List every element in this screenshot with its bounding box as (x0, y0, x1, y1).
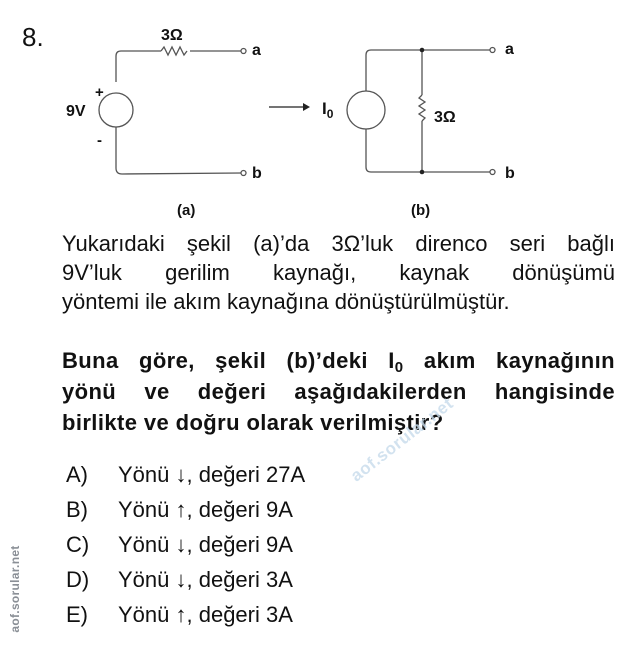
caption-b: (b) (411, 202, 431, 219)
option-b[interactable] (66, 492, 305, 527)
option-text: Yönü ↑, değeri 3A (118, 601, 293, 627)
terminal-a-b-label: a (505, 41, 514, 58)
option-e[interactable] (66, 597, 305, 632)
caption-a: (a) (177, 202, 196, 219)
junction-dot-top (420, 48, 425, 53)
diagonal-watermark: aof.sorular.net (347, 393, 457, 486)
prompt-line: Buna göre, şekil (b)’deki $I_0$ akım kaynağının (62, 348, 615, 376)
option-d[interactable] (66, 562, 305, 597)
minus-label: - (97, 132, 102, 149)
side-watermark: aof.sorular.net (8, 545, 22, 633)
resistor-a-label: 3Ω (161, 27, 183, 44)
option-letter: C) (66, 531, 90, 557)
option-letter: E) (66, 601, 88, 627)
prompt-line: birlikte ve doğru olarak verilmiştir? (62, 410, 444, 435)
circuit-b (347, 48, 495, 175)
option-text: Yönü ↑, değeri 9A (118, 496, 293, 522)
resistor-b-label: 3Ω (434, 109, 456, 126)
transform-arrow-icon (269, 103, 310, 111)
option-text: Yönü ↓, değeri 3A (118, 566, 293, 592)
option-text: Yönü ↓, değeri 9A (118, 531, 293, 557)
question-prompt (62, 345, 615, 438)
option-letter: A) (66, 461, 88, 487)
prompt-line: yönü ve değeri aşağıdakilerden hangisinde (62, 379, 615, 404)
source-a-label: 9V (66, 103, 86, 120)
circuit-a (99, 47, 246, 176)
option-letter: B) (66, 496, 88, 522)
current-source-label: $I_0$ (322, 99, 334, 121)
terminal-b-label: b (252, 165, 262, 182)
stem-line: 9V’luk gerilim kaynağı, kaynak dönüşümü (62, 260, 615, 285)
option-a[interactable] (66, 457, 305, 492)
stem-line: yöntemi ile akım kaynağına dönüştürülmüştür. (62, 289, 510, 314)
plus-label: + (95, 84, 104, 101)
voltage-source-icon (99, 93, 133, 127)
question-stem (62, 229, 615, 316)
answer-options (66, 457, 305, 632)
terminal-b-b-label: b (505, 165, 515, 182)
junction-dot-bottom (420, 170, 425, 175)
circuit-diagram (0, 0, 636, 225)
question-number: 8. (22, 22, 44, 52)
option-c[interactable] (66, 527, 305, 562)
option-text: Yönü ↓, değeri 27A (118, 461, 306, 487)
terminal-a-label: a (252, 42, 261, 59)
current-source-icon (347, 91, 385, 129)
stem-line: Yukarıdaki şekil (a)’da 3Ω’luk direnco seri bağlı (62, 231, 615, 256)
option-letter: D) (66, 566, 90, 592)
